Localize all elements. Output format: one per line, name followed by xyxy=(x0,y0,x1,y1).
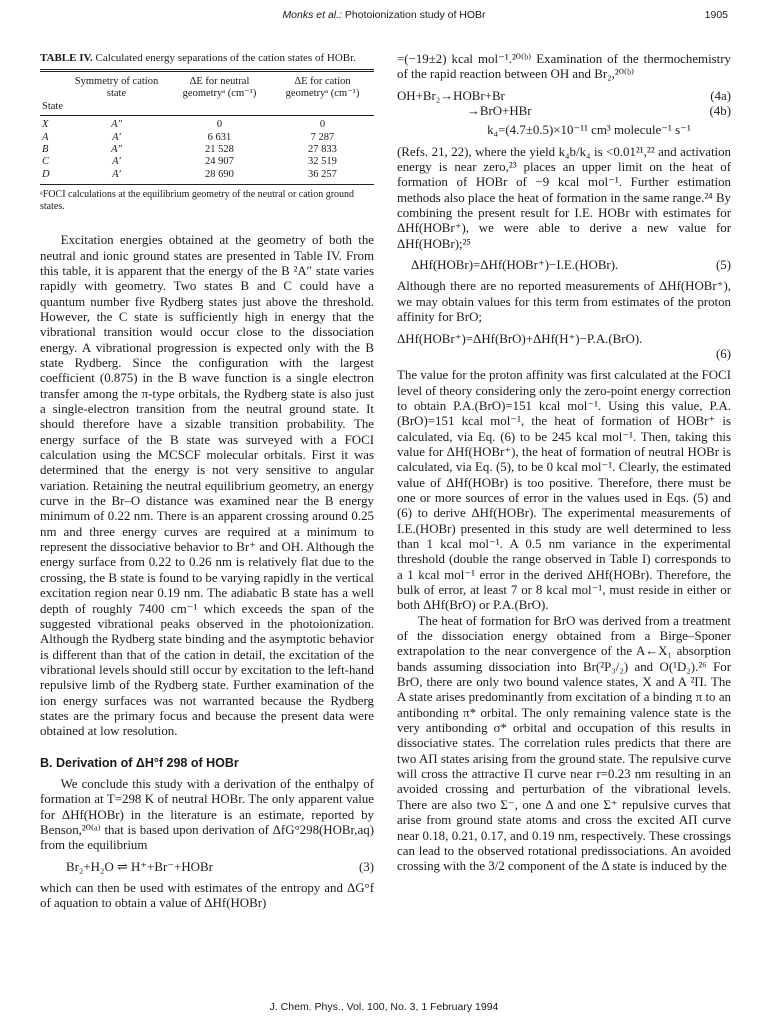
equation-4-block xyxy=(397,89,731,139)
right-column xyxy=(397,52,731,875)
left-paragraph-2: We conclude this study with a derivation of the enthalpy of formation at T=298 K of neutral HOBr. The only apparent value for ΔHf(HOBr) in the literature is an estimate, reported by Benson,²⁰⁽ᵃ⁾ that is based upon derivation of ΔfG°298(HOBr,aq) from the equilibrium xyxy=(40,776,374,853)
table-header-neutral: ΔE for neutral geometryᵃ (cm⁻¹) xyxy=(168,71,271,101)
table-cell-state: C xyxy=(42,156,50,168)
table-row xyxy=(40,169,374,185)
table-cell-symmetry: A′ xyxy=(112,131,121,143)
table-header-state: State xyxy=(40,101,65,116)
equation-4b-text: →BrO+HBr xyxy=(467,104,532,119)
table-row xyxy=(40,156,374,168)
equation-6-text: ΔHf(HOBr⁺)=ΔHf(BrO)+ΔHf(H⁺)−P.A.(BrO). xyxy=(397,331,643,346)
left-column xyxy=(40,52,374,912)
energy-table xyxy=(40,69,374,185)
equation-4b-number: (4b) xyxy=(709,104,731,119)
equation-5-text: ΔHf(HOBr)=ΔHf(HOBr⁺)−I.E.(HOBr). xyxy=(411,258,619,273)
table-caption xyxy=(40,52,374,65)
right-paragraph-2: (Refs. 21, 22), where the yield k₄b/k₄ is <0.01²¹,²² and activation energy is near zero,²³ places an upper limit on the heat of formation of HOBr of −9 kcal mol⁻¹. Further estimation methods also place the heat of formation in the same range.²⁴ By combining the present result for I.E. HOBr with estimates for ΔHf(HOBr⁺), we were able to derive a new value for ΔHf(HOBr);²⁵ xyxy=(397,144,731,251)
table-caption-label: TABLE IV. xyxy=(40,52,93,64)
table-cell-state: B xyxy=(42,144,49,156)
page-number: 1905 xyxy=(704,9,728,21)
section-heading: B. Derivation of ΔH°f 298 of HOBr xyxy=(40,755,239,770)
equation-3 xyxy=(40,860,374,875)
running-title-authors: Monks et al.: xyxy=(282,9,342,21)
equation-5-number: (5) xyxy=(715,258,731,273)
table-cell-symmetry: A″ xyxy=(111,144,122,156)
table-cell-cation: 7 287 xyxy=(310,131,335,143)
table-footnote: ᵃFOCI calculations at the equilibrium geometry of the neutral or cation ground states. xyxy=(40,189,355,213)
table-cell-cation: 27 833 xyxy=(308,144,337,156)
table-cell-symmetry: A′ xyxy=(65,169,168,185)
equation-6 xyxy=(397,332,731,363)
equation-4b xyxy=(397,104,731,119)
table-cell-symmetry: A′ xyxy=(112,156,121,168)
table-cell-symmetry: A″ xyxy=(111,119,122,131)
running-title xyxy=(40,9,728,21)
table-cell-cation: 32 519 xyxy=(308,156,337,168)
table-cell-state: X xyxy=(42,119,49,131)
table-cell-neutral: 21 528 xyxy=(205,144,234,156)
equation-3-number: (3) xyxy=(358,859,374,874)
table-cell-cation: 36 257 xyxy=(271,169,374,185)
table-row xyxy=(40,144,374,156)
equation-rate-constant xyxy=(397,123,731,138)
table-header-symmetry: Symmetry of cation state xyxy=(65,71,168,101)
equation-4a-number: (4a) xyxy=(710,88,731,103)
table-cell-state: A xyxy=(42,131,49,143)
right-paragraph-3: Although there are no reported measurements of ΔHf(HOBr⁺), we may obtain values for this term from estimates of the proton affinity for BrO; xyxy=(397,279,731,325)
table-cell-neutral: 0 xyxy=(216,119,223,131)
equation-rate-constant-text: k₄=(4.7±0.5)×10⁻¹¹ cm³ molecule⁻¹ s⁻¹ xyxy=(487,123,691,138)
equation-5 xyxy=(397,258,731,273)
table-cell-neutral: 28 690 xyxy=(168,169,271,185)
table-header-state-spacer xyxy=(40,71,65,101)
equation-4a-text: OH+Br₂→HOBr+Br xyxy=(397,88,505,103)
left-paragraph-1: Excitation energies obtained at the geometry of both the neutral and ionic ground states are presented in Table IV. From this table, it is apparent that the energy of the B ²A″ state varies rapidly with geometry. Two states B and C could have a quantum number five Rydberg states just above the threshold. However, the C state is sufficiently high in energy that the vibrational transition would occur close to the dissociation energy. A vibrational progression is expected only with the B state Rydberg. Since the configuration with the largest coefficient (0.875) in the B wave function is a single electron transfer among the π-type orbitals, the Rydberg state is also just a single-electron transition from the neutral ground state. It should therefore have a sizable transition probability. The energy surface of the B state was surveyed with a FOCI calculation using the MCSCF molecular orbitals. First it was determined that the energy is not very sensitive to angular variation. Retaining the neutral equilibrium geometry, an energy curve in the Br–O distance was examined near the B energy minimum of 0.22 nm. There is an apparent crossing around 0.25 nm and three energy curves are required at a minimum to represent the dissociative behavior to Br⁺ and OH. Although the energy surface from 0.22 to 0.26 nm is relatively flat due to the crossing, the B state is found to be varying rapidly in the vertical excitation region near 0.19 nm. The adiabatic B state has a well depth of roughly 7400 cm⁻¹ which exceeds the span of the suggested vibrational peaks observed in the photoionization. Although the Rydberg state binding and the asymptotic behavior is different than that of the cation in detail, the excitation of the vibrational levels should still occur by excitation to the left-hand repulsive limb of the Rydberg state. Further examination of the ion energy surfaces was not warranted because the Rydberg states are the primary focus and because the present data were obtained at low resolution. xyxy=(40,233,375,739)
right-paragraph-4: The value for the proton affinity was first calculated at the FOCI level of theory considering only the zero-point energy correction to obtain P.A.(BrO)=151 kcal mol⁻¹. Using this value, P.A.(BrO)=151 kcal mol⁻¹, the heat of formation of HOBr⁺ is calculated, via Eq. (6) to be 245 kcal mol⁻¹. Then, taking this value for ΔHf(HOBr⁺), the heat of formation of neutral HOBr is calculated, via Eq. (5), to be 0 kcal mol⁻¹. Clearly, the estimated value of ΔHf(HOBr) is too positive. Therefore, there must be one or more sources of error in the values used in Eqs. (5) and (6) to derive ΔHf(HOBr). The experimental measurements of I.E.(HOBr) presented in this study are well determined to less than 1 kcal mol⁻¹. A 0.5 nm variance in the experimental threshold (double the range observed in Table I) corresponds to a 1 kcal mol⁻¹ error in the derived ΔHf(HOBr). Therefore, the bulk of error, at least 7 or 8 kcal mol⁻¹, must reside in either or both ΔHf(BrO) or P.A.(BrO). xyxy=(397,368,731,613)
right-paragraph-5: The heat of formation for BrO was derived from a treatment of the dissociation energy obtained from a Birge–Sponer extrapolation to the near convergence of the A←X₁ absorption bands assuming dissociation into Br(²P₃/₂) and O(¹D₂).²⁶ For BrO, there are only two bound valence states, X and A ²Π. The A state arises predominantly from excitation of a binding π to an antibonding π* orbital. The only remaining valence state is the very antibonding σ* orbital and occupation of this results in dissociative states. The correlation rules predicts that there are two AΠ states arising from the ground state. The repulsive curve will cross the attractive Π curve near r=0.23 nm resulting in an avoided crossing and perturbation of the vibrational levels. There are also two Σ⁻, one Δ and one Σ⁺ repulsive curves that arise from ground state atoms and cross the excited AΠ curve near 0.18, 0.21, 0.17, and 0.19 nm, respectively. These crossings can lead to the observed rotational predissociations. An avoided crossing with the 3/2 component of the Δ state is induced by the xyxy=(397,613,731,874)
table-header-cation: ΔE for cation geometryᵃ (cm⁻¹) xyxy=(271,71,374,101)
table-caption-text: Calculated energy separations of the cation states of HOBr. xyxy=(92,52,356,64)
table-cell-state: D xyxy=(40,169,65,185)
equation-6-number: (6) xyxy=(715,346,731,361)
running-title-rest: Photoionization study of HOBr xyxy=(341,9,486,21)
table-cell-neutral: 24 907 xyxy=(205,156,234,168)
table-cell-neutral: 6 631 xyxy=(207,131,232,143)
table-row xyxy=(40,132,374,144)
left-paragraph-3: which can then be used with estimates of the entropy and ΔG°f of aquation to obtain a value of ΔHf(HOBr) xyxy=(40,881,374,911)
table-row xyxy=(40,116,374,132)
equation-4a xyxy=(397,89,731,104)
equation-3-text: Br₂+H₂O ⇌ H⁺+Br⁻+HOBr xyxy=(66,859,213,874)
running-header xyxy=(40,9,728,25)
journal-citation-footer: J. Chem. Phys., Vol. 100, No. 3, 1 February 1994 xyxy=(269,1001,499,1013)
table-cell-cation: 0 xyxy=(319,119,326,131)
right-paragraph-1: =(−19±2) kcal mol⁻¹.²⁰⁽ᵇ⁾ Examination of the thermochemistry of the rapid reaction between OH and Br₂,²⁰⁽ᵇ⁾ xyxy=(397,52,731,82)
